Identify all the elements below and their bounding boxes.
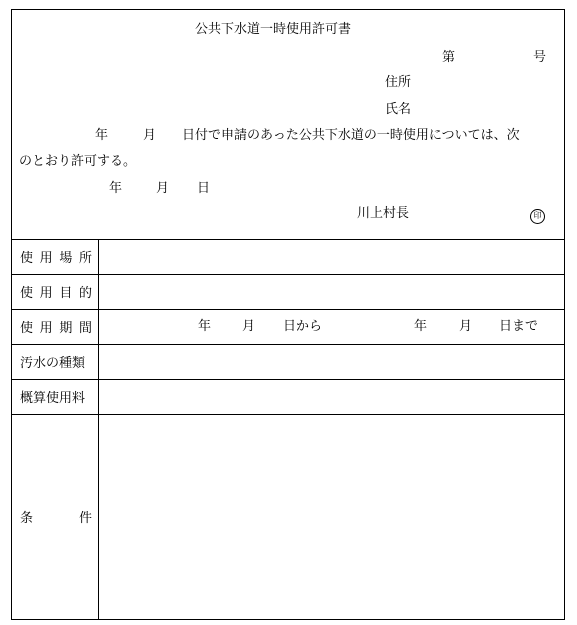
seal-icon: 印 <box>530 209 545 224</box>
label-sewage-type: 汚水の種類 <box>20 356 86 371</box>
date-day: 日 <box>197 181 211 196</box>
column-separator <box>98 239 99 619</box>
seal-mark <box>530 207 545 224</box>
permit-header <box>12 10 564 239</box>
body-month: 月 <box>143 128 157 143</box>
body-year: 年 <box>95 128 109 143</box>
date-month: 月 <box>156 181 170 196</box>
period-to-year: 年 <box>414 319 428 334</box>
number-suffix: 号 <box>533 50 547 65</box>
period-from-year: 年 <box>198 319 212 334</box>
label-estimated-fee: 概算使用料 <box>20 391 86 406</box>
period-from-day: 日から <box>283 319 323 334</box>
label-usage-period: 使 用 期 間 <box>20 321 92 336</box>
label-usage-location: 使 用 場 所 <box>20 251 92 266</box>
address-label: 住所 <box>385 75 412 90</box>
period-to-month: 月 <box>459 319 473 334</box>
permit-form <box>11 9 565 620</box>
name-label: 氏名 <box>385 102 412 117</box>
label-usage-purpose: 使 用 目 的 <box>20 286 92 301</box>
date-year: 年 <box>109 181 123 196</box>
period-from-month: 月 <box>242 319 256 334</box>
number-prefix: 第 <box>442 50 456 65</box>
document-title: 公共下水道一時使用許可書 <box>195 22 352 37</box>
period-to-day: 日まで <box>499 319 539 334</box>
body-text-line1: 日付で申請のあった公共下水道の一時使用については、次 <box>182 128 520 143</box>
issuer-name: 川上村長 <box>357 206 410 221</box>
label-conditions: 条 件 <box>20 511 92 526</box>
body-text-line2: のとおり許可する。 <box>19 154 137 169</box>
